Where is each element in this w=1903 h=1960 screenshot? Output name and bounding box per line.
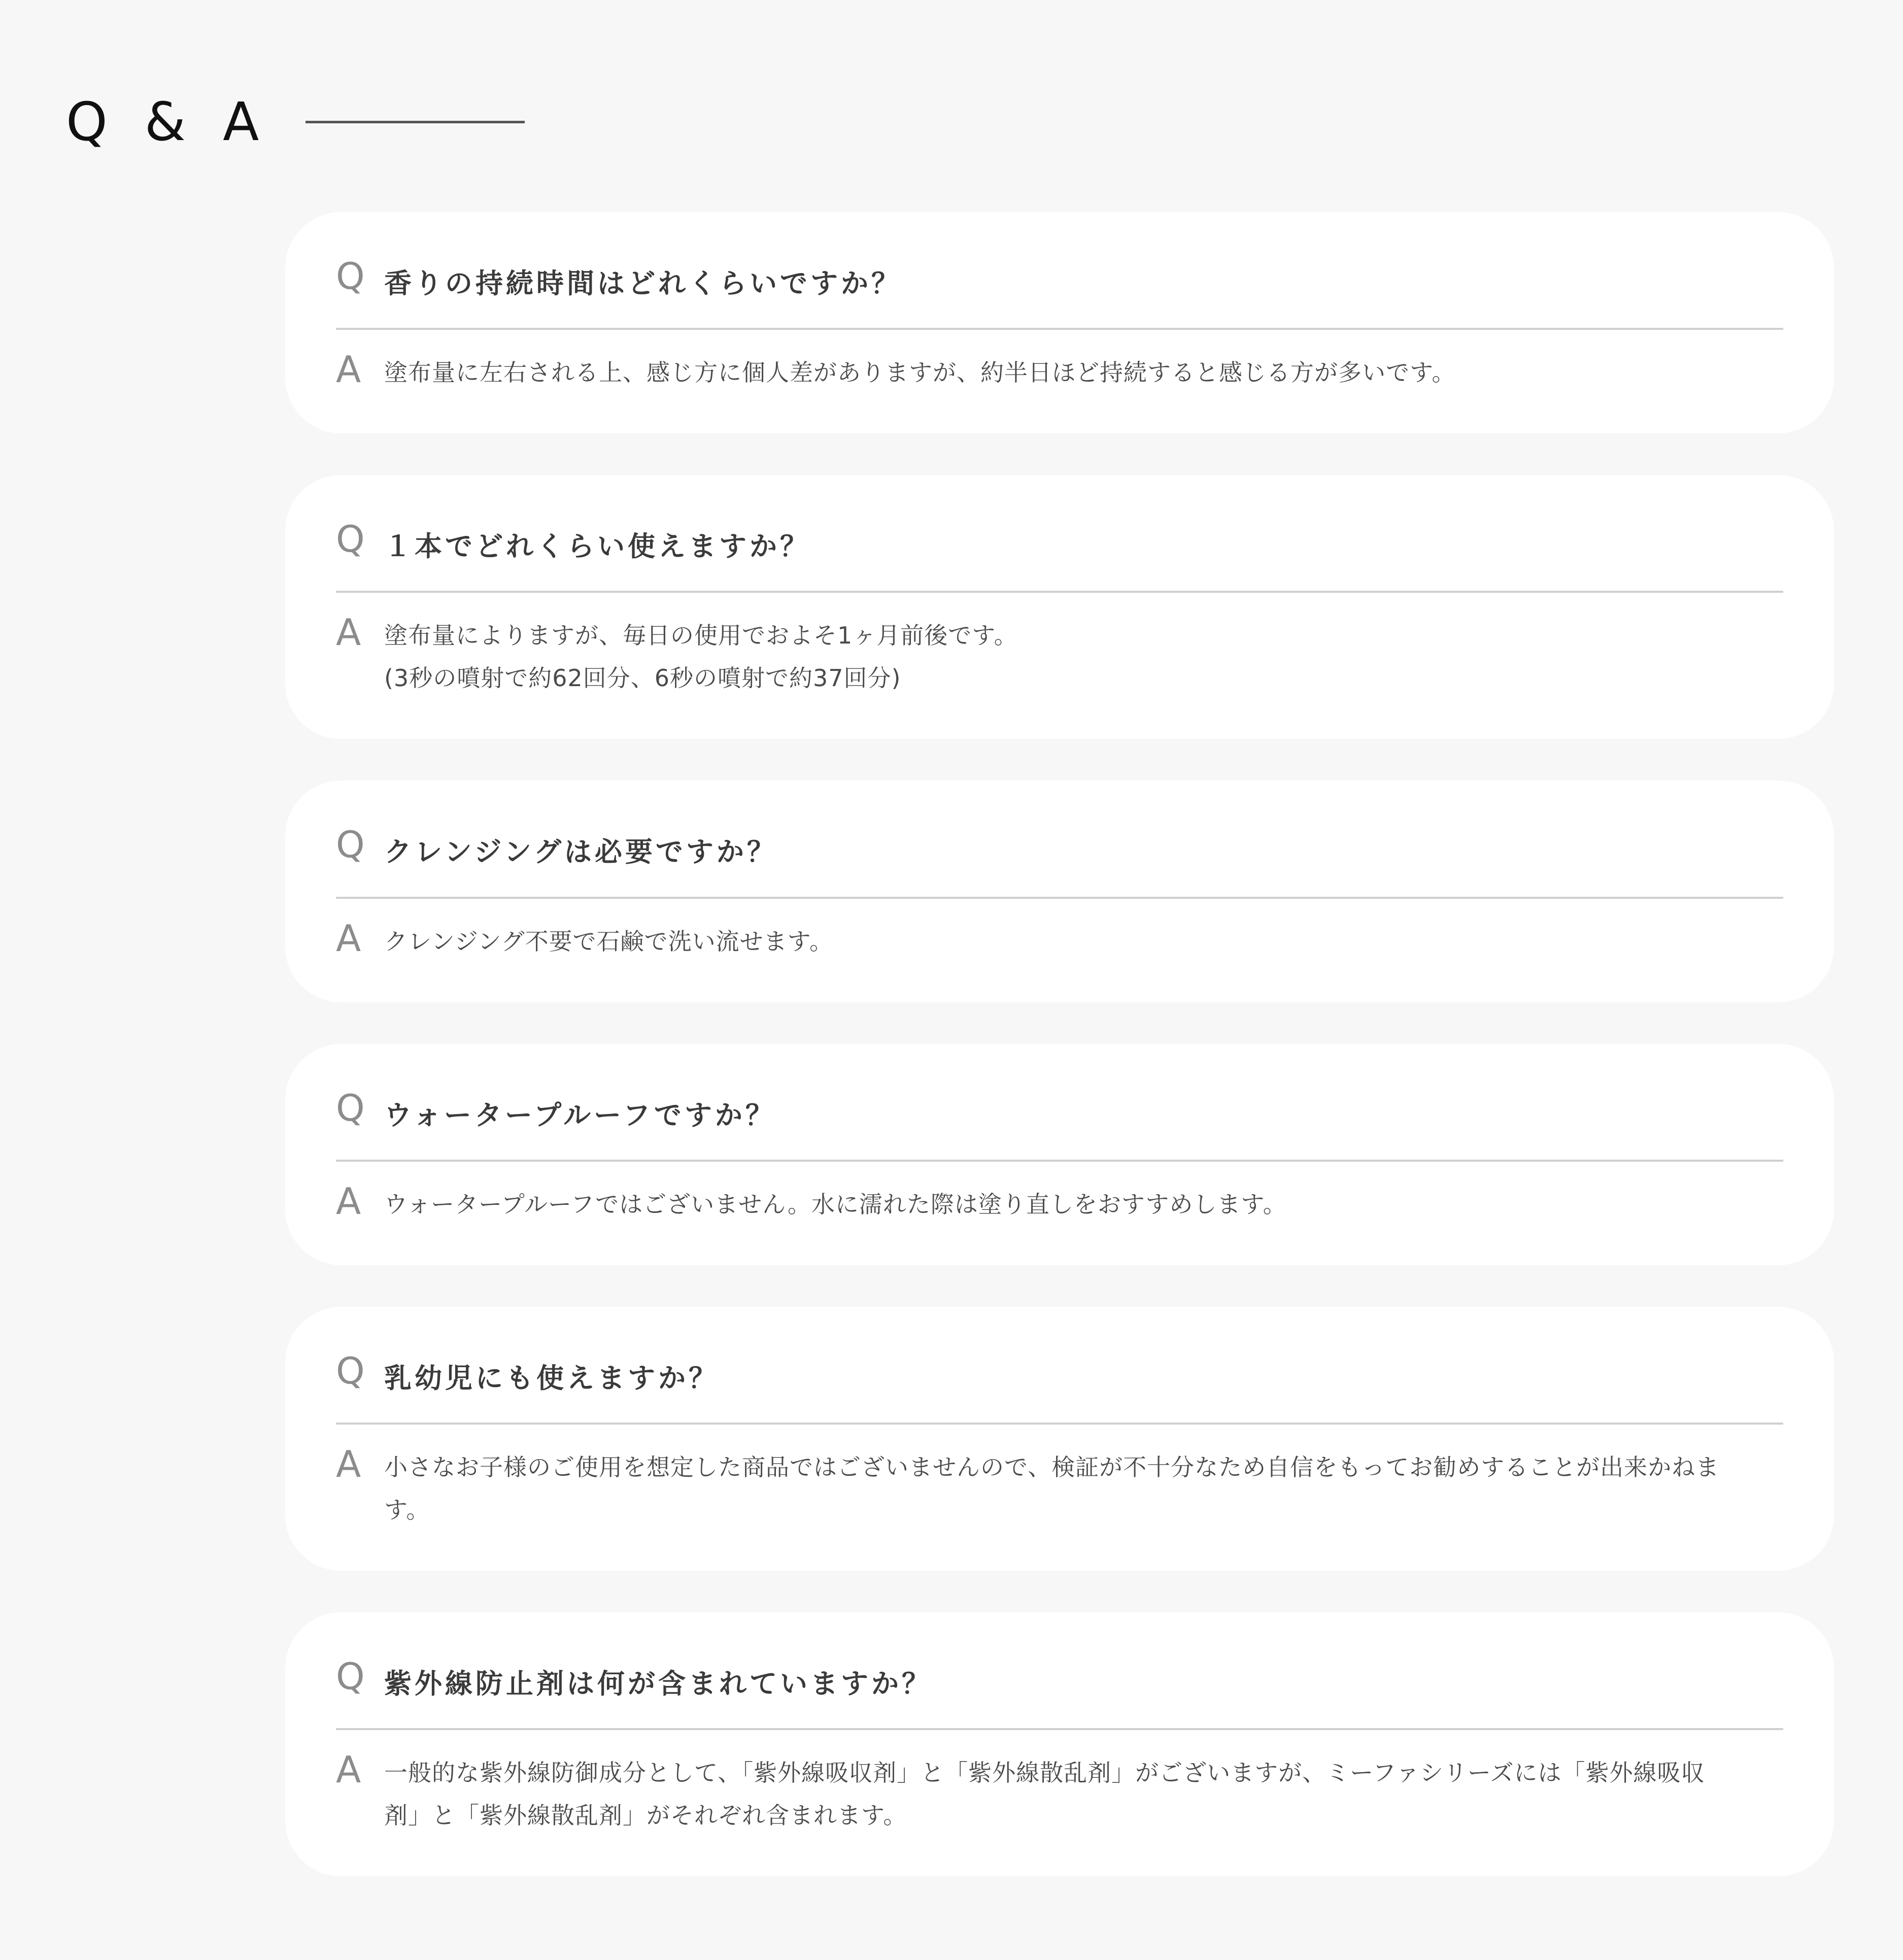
question-row <box>336 1307 1783 1425</box>
answer-text <box>384 1446 1783 1531</box>
answer-line: 剤」と「紫外線散乱剤」がそれぞれ含まれます。 <box>384 1802 907 1830</box>
question-mark: Q <box>336 1654 365 1698</box>
answer-mark: A <box>336 1748 361 1792</box>
answer-row <box>336 1162 1783 1265</box>
question-mark: Q <box>336 518 365 561</box>
qa-card <box>285 1044 1834 1265</box>
answer-row <box>336 899 1783 1002</box>
qa-card <box>285 1612 1834 1876</box>
question-text: 紫外線防止剤は何が含まれていますか？ <box>384 1667 932 1700</box>
qa-list <box>285 212 1834 1918</box>
question-text: １本でどれくらい使えますか？ <box>384 530 810 563</box>
question-text: 乳幼児にも使えますか？ <box>384 1362 719 1394</box>
question-row <box>336 475 1783 593</box>
question-mark: Q <box>336 1349 365 1392</box>
qa-card <box>285 475 1834 739</box>
answer-mark: A <box>336 917 361 960</box>
question-row <box>336 212 1783 330</box>
question-row <box>336 1612 1783 1730</box>
question-row <box>336 1044 1783 1162</box>
answer-line: 塗布量によりますが、毎日の使用でおよそ1ヶ月前後です。 <box>384 622 1018 650</box>
answer-line: 小さなお子様のご使用を想定した商品ではございませんので、検証が不十分なため自信をもってお勧めすることが出来かねま <box>384 1453 1720 1481</box>
answer-line: す。 <box>384 1496 430 1524</box>
answer-row <box>336 330 1783 433</box>
answer-line: 一般的な紫外線防御成分として、「紫外線吸収剤」と「紫外線散乱剤」がございますが、ミーファシリーズには「紫外線吸収 <box>384 1759 1705 1787</box>
answer-line: ウォータープルーフではございません。水に濡れた際は塗り直しをおすすめします。 <box>384 1190 1287 1218</box>
question-mark: Q <box>336 255 365 297</box>
answer-mark: A <box>336 611 361 654</box>
answer-text <box>384 351 1783 394</box>
answer-mark: A <box>336 348 361 391</box>
answer-line: クレンジング不要で石鹸で洗い流せます。 <box>384 927 833 955</box>
answer-line: 塗布量に左右される上、感じ方に個人差がありますが、約半日ほど持続すると感じる方が多いです。 <box>384 359 1456 387</box>
qa-card <box>285 1307 1834 1571</box>
qa-card <box>285 212 1834 433</box>
question-row <box>336 781 1783 898</box>
answer-text <box>384 614 1783 699</box>
question-text: クレンジングは必要ですか？ <box>384 836 777 868</box>
answer-row <box>336 593 1783 739</box>
answer-text <box>384 1183 1783 1226</box>
answer-text <box>384 920 1783 963</box>
section-header <box>66 91 269 152</box>
answer-line: (3秒の噴射で約62回分、6秒の噴射で約37回分) <box>384 664 901 692</box>
answer-text <box>384 1751 1783 1837</box>
section-title: Q & A <box>66 91 269 153</box>
question-text: ウォータープルーフですか？ <box>384 1099 776 1131</box>
answer-row <box>336 1730 1783 1876</box>
question-text: 香りの持続時間はどれくらいですか？ <box>384 267 902 299</box>
question-mark: Q <box>336 1086 365 1129</box>
section-title-rule <box>305 121 525 123</box>
qa-card <box>285 781 1834 1002</box>
answer-row <box>336 1425 1783 1571</box>
answer-mark: A <box>336 1179 361 1223</box>
question-mark: Q <box>336 823 365 866</box>
answer-mark: A <box>336 1442 361 1485</box>
